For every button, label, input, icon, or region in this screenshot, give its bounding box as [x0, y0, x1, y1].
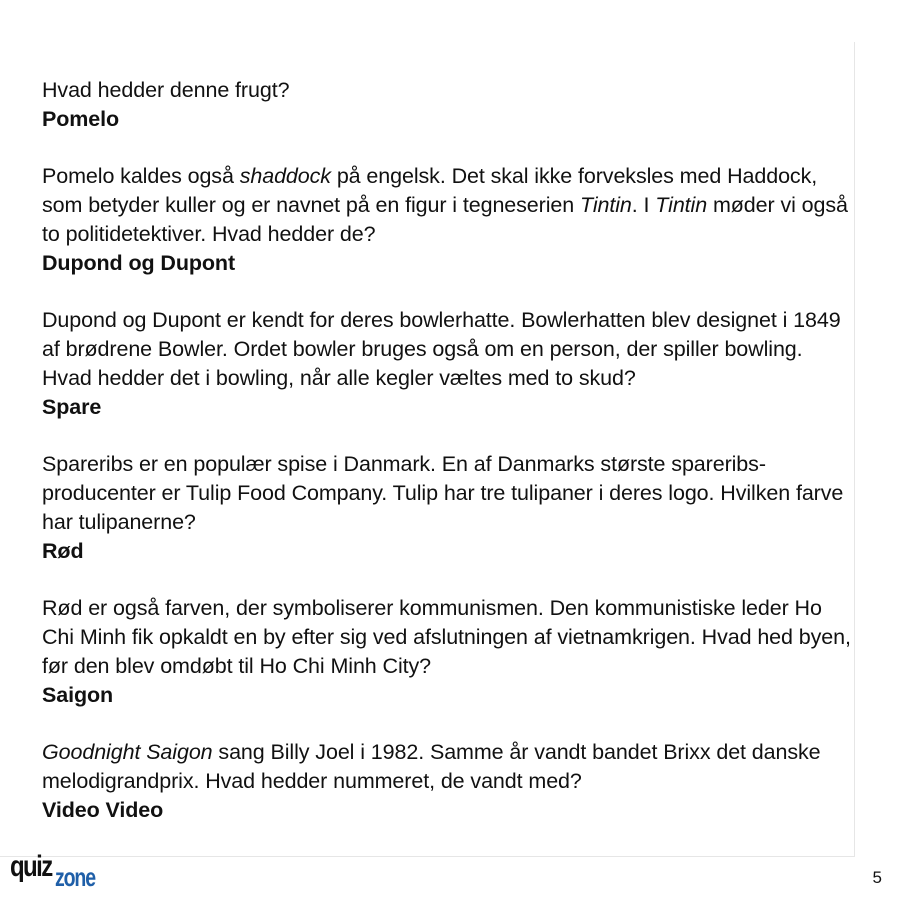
- logo-zone-text: zone: [55, 862, 95, 892]
- question-segment: Dupond og Dupont er kendt for deres bowlerhatte. Bowlerhatten blev designet i 1849 af brødrene Bowler. Ordet bowler bruges også om en person, der spiller bowling. Hvad hedder det i bowling, når alle kegler væltes med to skud?: [42, 308, 841, 390]
- question-text: [42, 306, 858, 392]
- logo-quiz-text: quiz: [10, 850, 52, 883]
- question-segment: . I: [631, 193, 656, 218]
- quiz-block: [42, 594, 858, 709]
- question-text: [42, 162, 858, 248]
- answer-text: Dupond og Dupont: [42, 250, 236, 275]
- question-segment: Pomelo kaldes også: [42, 164, 240, 189]
- page-number: 5: [872, 868, 882, 887]
- question-segment: Spareribs er en populær spise i Danmark. En af Danmarks største spareribs-producenter er Tulip Food Company. Tulip har tre tulipaner i deres logo. Hvilken farve har tulipanerne?: [42, 452, 844, 534]
- italic-title: Tintin: [580, 193, 632, 218]
- question-segment: sang Billy Joel i 1982. Samme år vandt bandet Brixx det danske melodigrandprix. Hvad hedder nummeret, de vandt med?: [42, 740, 821, 794]
- quizzone-logo: [10, 852, 110, 892]
- answer-text: Pomelo: [42, 106, 120, 131]
- question-segment: møder vi også to politidetektiver. Hvad hedder de?: [42, 193, 848, 246]
- question-text: [42, 738, 858, 796]
- answer-text: Spare: [42, 394, 102, 419]
- answer-text: Video Video: [42, 797, 164, 822]
- italic-title: Goodnight Saigon: [42, 740, 213, 765]
- answer-text: Rød: [42, 538, 84, 563]
- quiz-block: [42, 76, 858, 134]
- quiz-content: [42, 76, 858, 825]
- question-segment: Hvad hedder denne frugt?: [42, 78, 290, 102]
- quiz-block: [42, 162, 858, 277]
- question-text: [42, 594, 858, 680]
- italic-title: Tintin: [655, 193, 708, 218]
- quiz-block: [42, 738, 858, 824]
- italic-title: shaddock: [239, 164, 331, 189]
- quiz-block: [42, 306, 858, 421]
- answer-text: Saigon: [42, 682, 114, 707]
- question-text: [42, 76, 858, 105]
- question-segment: Rød er også farven, der symboliserer kommunismen. Den kommunistiske leder Ho Chi Minh fik opkaldt en by efter sig ved afslutningen af vietnamkrigen. Hvad hed byen, før den blev omdøbt til Ho Chi Minh City?: [42, 596, 851, 678]
- quiz-block: [42, 450, 858, 565]
- question-segment: på engelsk. Det skal ikke forveksles med Haddock, som betyder kuller og er navnet på en figur i tegneserien: [42, 164, 818, 218]
- question-text: [42, 450, 858, 536]
